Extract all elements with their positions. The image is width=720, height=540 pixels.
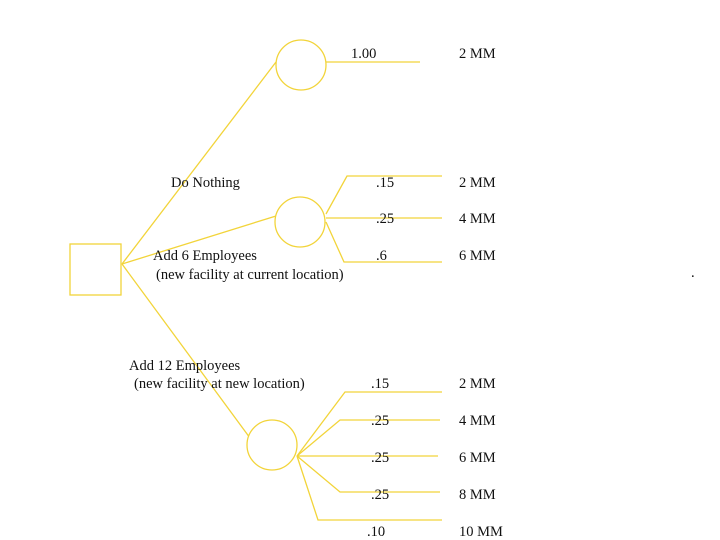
outcome-payoff: 4 MM <box>459 413 496 429</box>
branch-sublabel-add-12-employees: (new facility at new location) <box>134 376 305 392</box>
outcome-probability: .6 <box>376 248 387 264</box>
outcome-probability: .25 <box>376 211 395 227</box>
branch-edge-add-12-employees <box>122 264 250 438</box>
outcome-probability: 1.00 <box>351 46 377 62</box>
chance-node-do-nothing <box>276 40 326 90</box>
outcome-edge <box>297 392 442 456</box>
outcome-probability: .15 <box>376 175 395 191</box>
outcome-payoff: 2 MM <box>459 376 496 392</box>
branch-label-add-6-employees: Add 6 Employees <box>153 248 257 264</box>
outcome-probability: .25 <box>371 413 390 429</box>
outcome-probability: .25 <box>371 487 390 503</box>
chance-node-add-6-employees <box>275 197 325 247</box>
outcome-probability: .15 <box>371 376 390 392</box>
outcome-payoff: 4 MM <box>459 211 496 227</box>
outcome-payoff: 6 MM <box>459 248 496 264</box>
stray-dot: . <box>691 265 695 281</box>
outcome-edge <box>297 456 440 492</box>
outcome-payoff: 8 MM <box>459 487 496 503</box>
outcome-probability: .25 <box>371 450 390 466</box>
outcome-payoff: 2 MM <box>459 46 496 62</box>
outcome-edge <box>297 456 442 520</box>
outcome-payoff: 10 MM <box>459 524 503 540</box>
branch-edge-do-nothing <box>122 62 276 264</box>
branch-label-do-nothing: Do Nothing <box>171 175 240 191</box>
outcome-payoff: 2 MM <box>459 175 496 191</box>
decision-node <box>70 244 121 295</box>
outcome-probability: .10 <box>367 524 386 540</box>
branch-label-add-12-employees: Add 12 Employees <box>129 358 241 374</box>
outcome-edge <box>297 420 440 456</box>
branch-sublabel-add-6-employees: (new facility at current location) <box>156 267 344 283</box>
chance-node-add-12-employees <box>247 420 297 470</box>
outcome-payoff: 6 MM <box>459 450 496 466</box>
